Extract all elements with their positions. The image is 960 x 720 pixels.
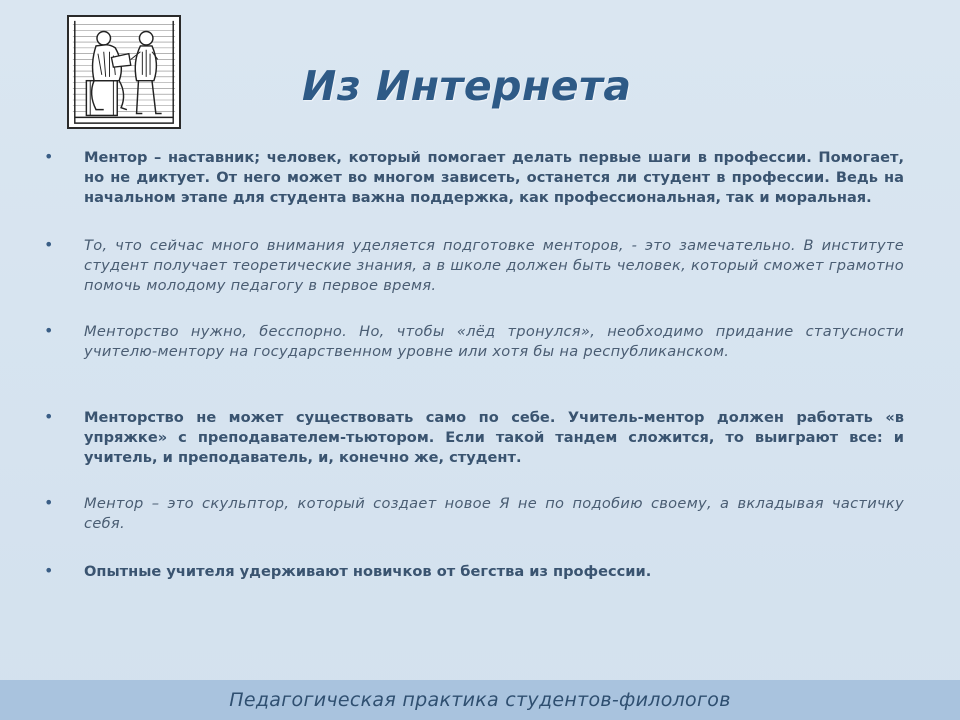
bullet-text: Менторство не может существовать само по себе. Учитель-ментор должен работать «в упряжке» с преподавателем-тьютором. Если такой тандем сложится, то выиграют все: и учитель, и преподаватель, и, конечно же, студент. — [84, 409, 904, 466]
bullet-text: Опытные учителя удерживают новичков от бегства из профессии. — [84, 563, 652, 580]
bullet-marker: • — [44, 147, 54, 166]
bullet-item — [44, 408, 904, 468]
bullet-item — [44, 322, 904, 362]
bullet-item — [44, 148, 904, 208]
bullet-marker: • — [44, 561, 54, 580]
bullet-text: То, что сейчас много внимания уделяется подготовке менторов, - это замечательно. В институте студент получает теоретические знания, а в школе должен быть человек, который сможет грамотно помочь молодому педагогу в первое время. — [84, 237, 904, 294]
bullet-marker: • — [44, 321, 54, 340]
footer-text: Педагогическая практика студентов-филологов — [229, 689, 731, 711]
bullet-item — [44, 562, 651, 582]
bullet-marker: • — [44, 493, 54, 512]
teacher-student-engraving-icon — [67, 15, 181, 129]
bullet-item — [44, 236, 904, 296]
footer-bar — [0, 680, 960, 720]
bullet-marker: • — [44, 235, 54, 254]
bullet-text: Ментор – это скульптор, который создает новое Я не по подобию своему, а вкладывая частичку себя. — [84, 495, 904, 532]
slide-title: Из Интернета — [302, 62, 632, 110]
bullet-marker: • — [44, 407, 54, 426]
bullet-text: Менторство нужно, бесспорно. Но, чтобы «лёд тронулся», необходимо придание статусности учителю-ментору на государственном уровне или хотя бы на республиканском. — [84, 323, 904, 360]
bullet-item — [44, 494, 904, 534]
bullet-text: Ментор – наставник; человек, который помогает делать первые шаги в профессии. Помогает, но не диктует. От него может во многом зависеть, останется ли студент в профессии. Ведь на начальном этапе для студента важна поддержка, как профессиональная, так и моральная. — [84, 149, 904, 206]
